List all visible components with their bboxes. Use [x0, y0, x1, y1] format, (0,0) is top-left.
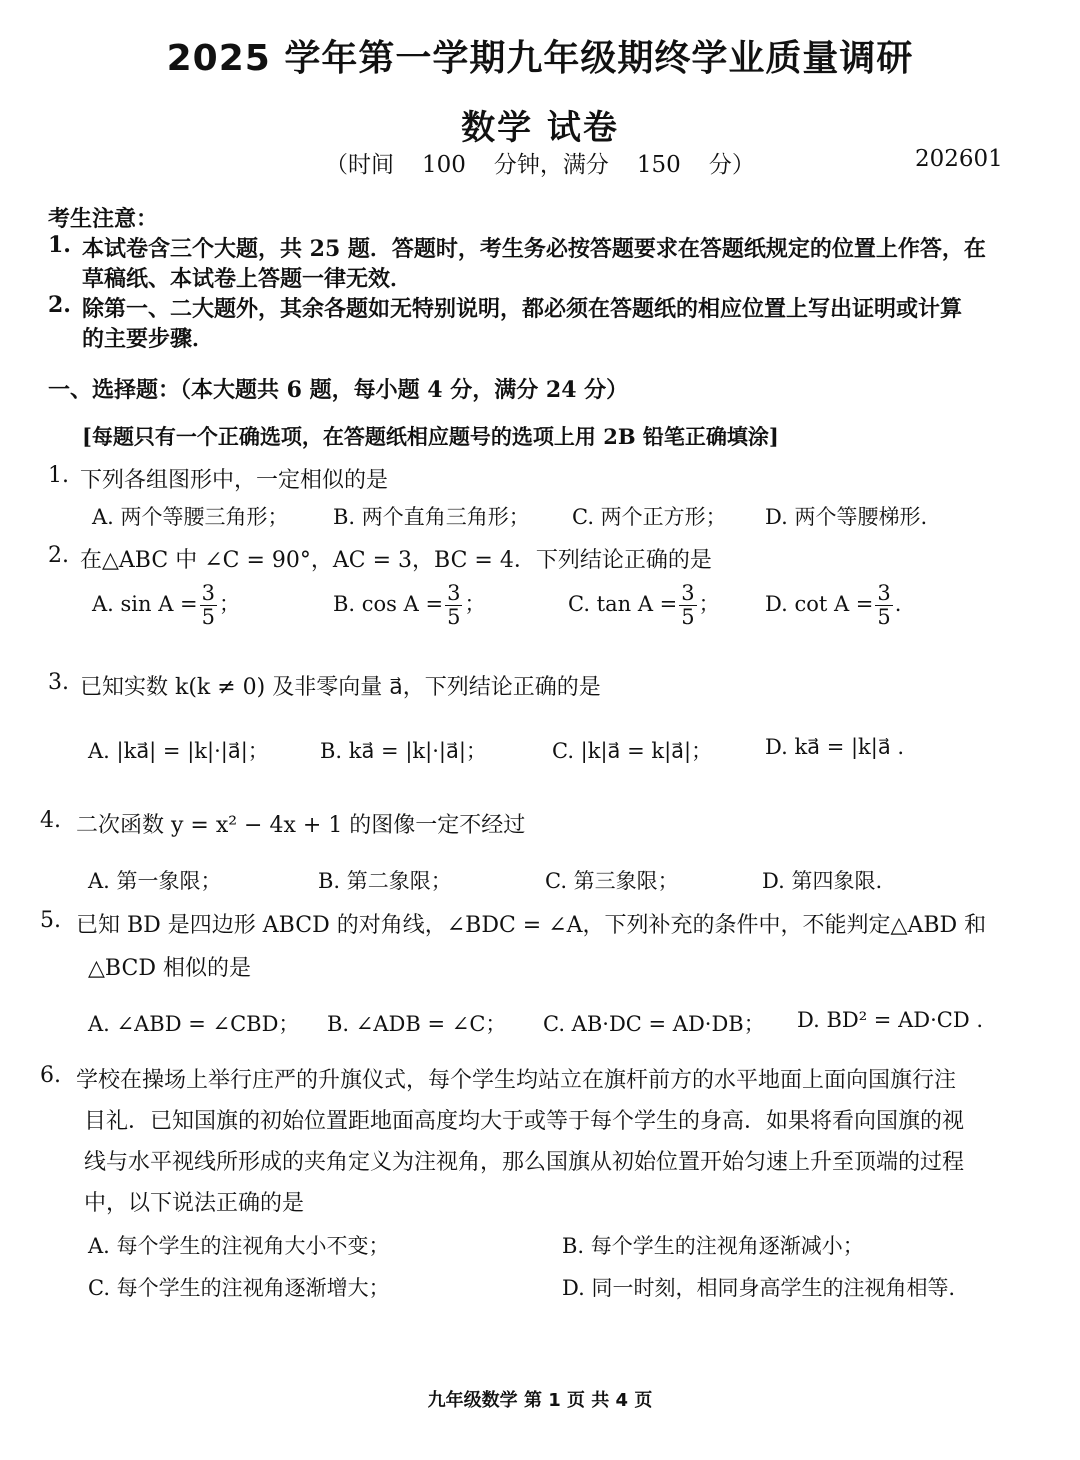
q1-stem: 下列各组图形中，一定相似的是 — [80, 468, 389, 493]
q3-option-a: A. |ka⃗| = |k|·|a⃗|； — [88, 739, 269, 763]
notice-1-line1: 本试卷含三个大题，共 25 题．答题时，考生务必按答题要求在答题纸规定的位置上作答，在 — [82, 236, 986, 262]
q1-number: 1. — [48, 463, 69, 488]
q5-stem-line2: △BCD 相似的是 — [88, 956, 251, 981]
score-value: 150 — [636, 152, 681, 178]
q5-option-c: C. AB·DC = AD·DB； — [543, 1012, 765, 1036]
notice-1-num: 1. — [48, 232, 71, 258]
q6-option-a: A. 每个学生的注视角大小不变； — [88, 1234, 390, 1258]
q6-option-b: B. 每个学生的注视角逐渐减小； — [562, 1234, 864, 1258]
q2-a-numerator: 3 — [201, 581, 216, 605]
exam-code: 202601 — [915, 146, 1003, 172]
q6-line3: 线与水平视线所形成的夹角定义为注视角，那么国旗从初始位置开始匀速上升至顶端的过程 — [84, 1150, 965, 1175]
q2-option-b-fraction — [445, 582, 462, 629]
q2-option-c-label: C. tan A = — [568, 592, 678, 617]
q2-b-sep: ； — [464, 592, 486, 617]
q2-option-a-label: A. sin A = — [92, 592, 198, 617]
q1-option-c: C. 两个正方形； — [572, 505, 727, 529]
q2-c-sep: ； — [698, 592, 720, 617]
q2-d-numerator: 3 — [877, 581, 891, 605]
q4-number: 4. — [40, 808, 61, 833]
q2-b-numerator: 3 — [447, 581, 461, 605]
notice-heading: 考生注意： — [48, 206, 159, 232]
section-1-heading: 一、选择题：（本大题共 6 题，每小题 4 分，满分 24 分） — [48, 377, 629, 403]
notice-1-line2: 草稿纸、本试卷上答题一律无效． — [82, 266, 413, 292]
q4-option-c: C. 第三象限； — [545, 869, 679, 893]
q4-option-a: A. 第一象限； — [88, 869, 222, 893]
q2-a-denominator: 5 — [201, 605, 216, 630]
exam-subtitle: 数学 试卷 — [461, 108, 619, 148]
q2-b-denominator: 5 — [447, 605, 461, 630]
q5-option-a: A. ∠ABD = ∠CBD； — [88, 1012, 300, 1036]
q5-stem-line1: 已知 BD 是四边形 ABCD 的对角线，∠BDC = ∠A，下列补充的条件中，不能判定△ABD 和 — [76, 913, 987, 938]
notice-2-line1: 除第一、二大题外，其余各题如无特别说明，都必须在答题纸的相应位置上写出证明或计算 — [82, 296, 963, 322]
page-footer: 九年级数学 第 1 页 共 4 页 — [427, 1390, 653, 1411]
q2-option-c-fraction — [679, 582, 696, 629]
q2-option-b — [333, 582, 485, 629]
notice-2-num: 2. — [48, 292, 71, 318]
q2-a-sep: ； — [219, 592, 241, 617]
q2-option-a — [92, 582, 240, 629]
q2-option-b-label: B. cos A = — [333, 592, 444, 617]
q2-option-d-label: D. cot A = — [765, 592, 874, 617]
q2-option-c — [568, 582, 720, 629]
score-close: 分） — [708, 152, 755, 178]
q1-option-b: B. 两个直角三角形； — [333, 505, 530, 529]
time-value: 100 — [422, 152, 466, 178]
q4-option-d: D. 第四象限. — [762, 869, 883, 893]
q3-option-b: B. ka⃗ = |k|·|a⃗|； — [320, 739, 487, 763]
q2-number: 2. — [48, 543, 69, 568]
q6-line4: 中，以下说法正确的是 — [84, 1191, 305, 1216]
time-mid: 分钟，满分 — [493, 152, 609, 178]
q2-c-numerator: 3 — [681, 581, 695, 605]
q2-option-d — [765, 582, 901, 629]
q4-stem: 二次函数 y = x² − 4x + 1 的图像一定不经过 — [76, 813, 526, 838]
q5-number: 5. — [40, 908, 61, 933]
q2-d-end: . — [894, 592, 902, 617]
q4-option-b: B. 第二象限； — [318, 869, 452, 893]
q3-option-c: C. |k|a⃗ = k|a⃗|； — [552, 739, 713, 763]
q3-option-d: D. ka⃗ = |k|a⃗ . — [765, 735, 905, 759]
exam-title: 2025 学年第一学期九年级期终学业质量调研 — [166, 38, 914, 79]
q6-line2: 目礼．已知国旗的初始位置距地面高度均大于或等于每个学生的身高．如果将看向国旗的视 — [84, 1109, 965, 1134]
q3-stem: 已知实数 k(k ≠ 0) 及非零向量 a⃗，下列结论正确的是 — [80, 675, 601, 700]
q3-number: 3. — [48, 670, 69, 695]
q1-option-d: D. 两个等腰梯形. — [765, 505, 928, 529]
q2-d-denominator: 5 — [877, 605, 891, 630]
q6-option-d: D. 同一时刻，相同身高学生的注视角相等. — [562, 1276, 956, 1300]
q2-option-d-fraction — [875, 582, 892, 629]
q2-c-denominator: 5 — [681, 605, 695, 630]
q5-option-b: B. ∠ADB = ∠C； — [327, 1012, 507, 1036]
q2-stem: 在△ABC 中 ∠C = 90°，AC = 3，BC = 4．下列结论正确的是 — [80, 548, 712, 573]
q6-line1: 学校在操场上举行庄严的升旗仪式，每个学生均站立在旗杆前方的水平地面上面向国旗行注 — [76, 1068, 957, 1093]
q6-option-c: C. 每个学生的注视角逐渐增大； — [88, 1276, 390, 1300]
q1-option-a: A. 两个等腰三角形； — [92, 505, 289, 529]
notice-2-line2: 的主要步骤． — [82, 326, 215, 352]
exam-time-score — [325, 146, 783, 179]
q2-option-a-fraction — [200, 582, 217, 629]
q5-option-d: D. BD² = AD·CD . — [797, 1008, 984, 1032]
q6-number: 6. — [40, 1063, 61, 1088]
section-1-hint: [每题只有一个正确选项，在答题纸相应题号的选项上用 2B 铅笔正确填涂] — [82, 424, 779, 449]
time-open: （时间 — [325, 152, 394, 178]
